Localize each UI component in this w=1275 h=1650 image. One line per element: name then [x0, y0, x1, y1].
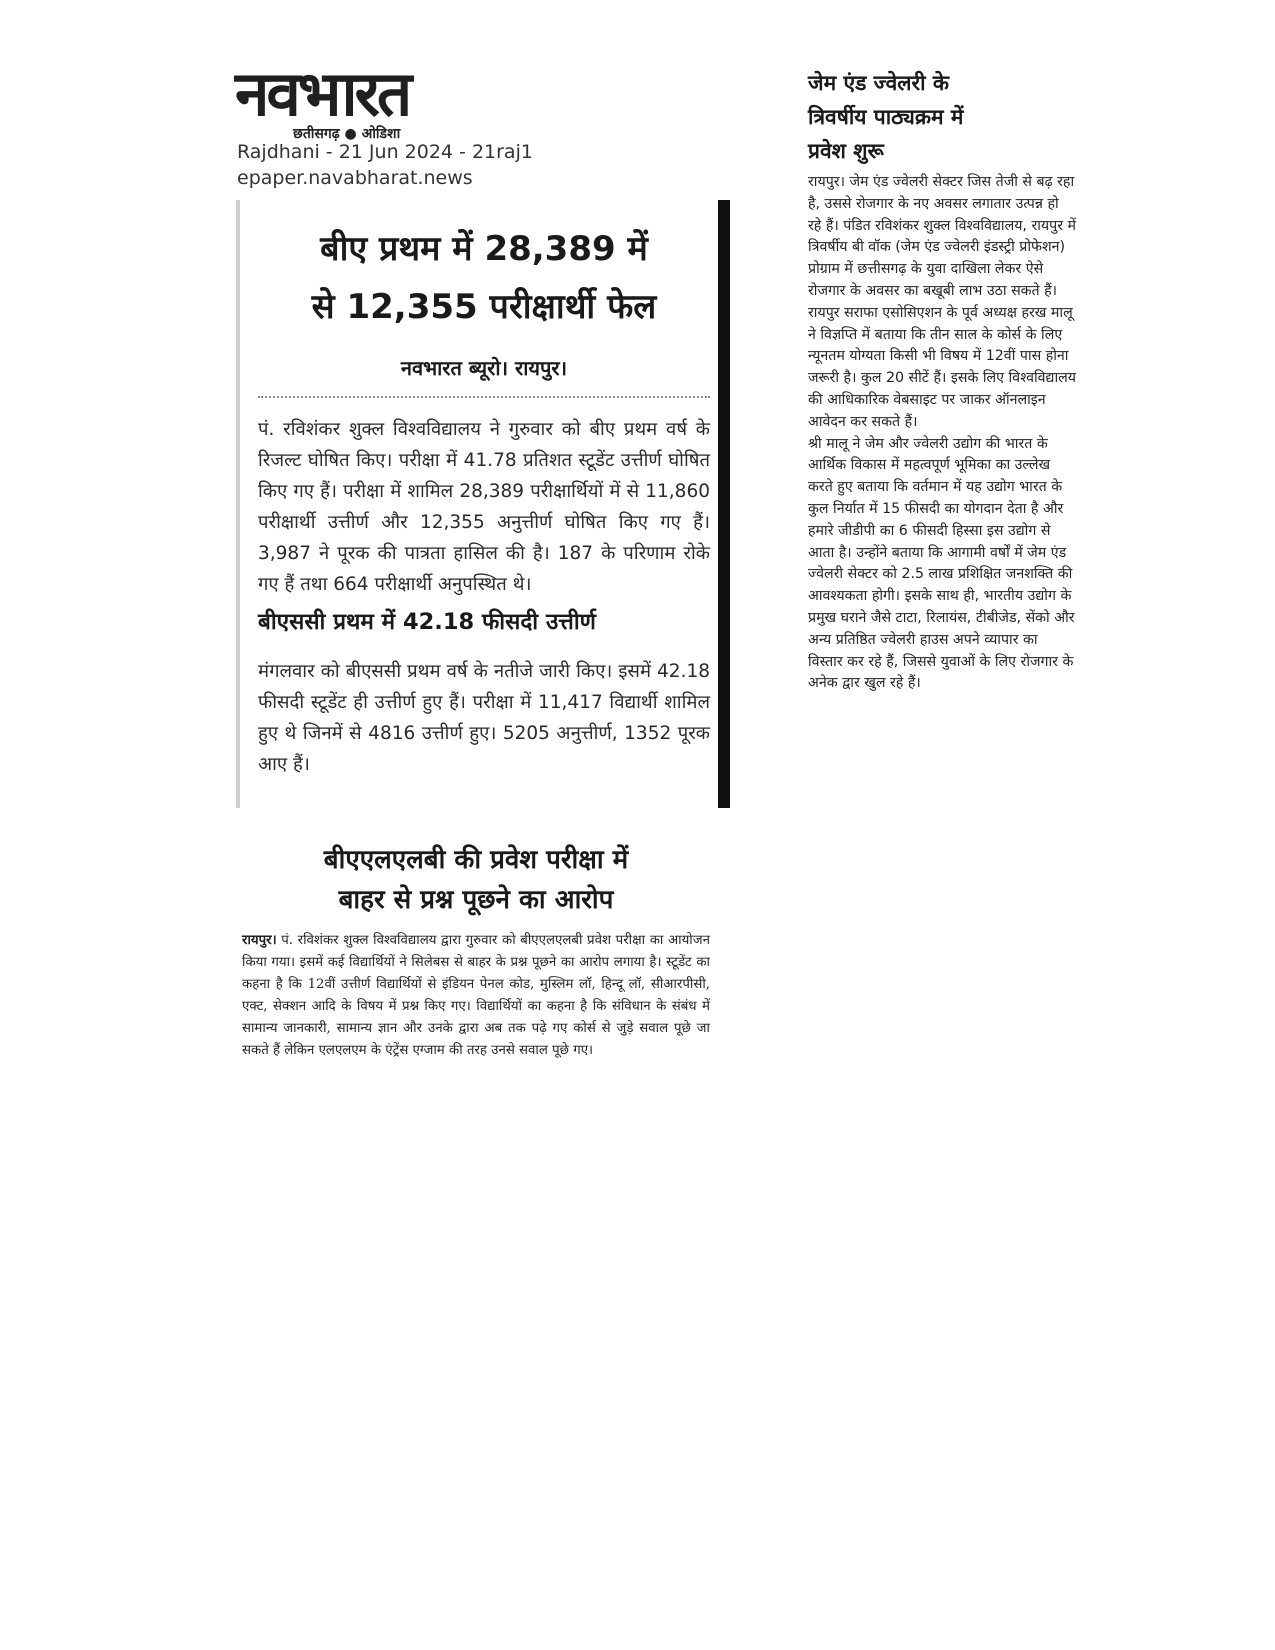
article-body — [808, 172, 1076, 695]
headline-line: प्रवेश शुरू — [808, 139, 884, 163]
headline-line: त्रिवर्षीय पाठ्यक्रम में — [808, 105, 964, 129]
newspaper-logo: नवभारत — [235, 57, 410, 130]
article-dateline: रायपुर। — [242, 933, 277, 948]
article-headline — [258, 220, 710, 336]
article-gem-jewellery — [808, 66, 1076, 695]
article-headline — [242, 840, 710, 920]
headline-line: जेम एंड ज्वेलरी के — [808, 71, 950, 95]
edition-line: Rajdhani - 21 Jun 2024 - 21raj1 — [237, 141, 533, 163]
article-border-left — [236, 200, 240, 808]
article-body-text: पं. रविशंकर शुक्ल विश्वविद्यालय द्वारा गुरुवार को बीएएलएलबी प्रवेश परीक्षा का आयोजन किया गया। इसमें कई विद्यार्थियों ने सिलेबस से बाहर के प्रश्न पूछने का आरोप लगाया है। स्टूडेंट का कहना है कि 12वीं उत्तीर्ण विद्यार्थियों से इंडियन पेनल कोड, मुस्लिम लॉ, हिन्दू लॉ, सीआरपीसी, एक्ट, सेक्शन आदि के विषय में प्रश्न किए गए। विद्यार्थियों का कहना है कि संविधान के संबंध में सामान्य जानकारी, सामान्य ज्ञान और उनके द्वारा अब तक पढ़े गए कोर्स से जुड़े सवाल पूछे जा सकते हैं लेकिन एलएलएम के एंट्रेंस एग्जाम की तरह उनसे सवाल पूछे गए। — [242, 933, 710, 1058]
article-headline — [808, 66, 1076, 168]
article-paragraph — [242, 930, 710, 1062]
article-subheading: बीएससी प्रथम में 42.18 फीसदी उत्तीर्ण — [258, 609, 596, 635]
edition-info — [237, 139, 533, 191]
website-link[interactable]: epaper.navabharat.news — [237, 167, 473, 189]
article-ba-results — [236, 200, 730, 808]
article-paragraph: मंगलवार को बीएससी प्रथम वर्ष के नतीजे जारी किए। इसमें 42.18 फीसदी स्टूडेंट ही उत्तीर्ण हुए हैं। परीक्षा में 11,417 विद्यार्थी शामिल हुए थे जिनमें से 4816 उत्तीर्ण हुए। 5205 अनुत्तीर्ण, 1352 पूरक आए हैं। — [258, 661, 710, 775]
article-ballb-exam — [242, 840, 710, 1062]
article-border-right — [718, 200, 730, 808]
headline-line: बीएएलएलबी की प्रवेश परीक्षा में — [323, 845, 629, 875]
article-paragraph: श्री मालू ने जेम और ज्वेलरी उद्योग की भारत के आर्थिक विकास में महत्वपूर्ण भूमिका का उल्लेख करते हुए बताया कि वर्तमान में यह उद्योग भारत के कुल निर्यात में 15 फीसदी का योगदान देता है और हमारे जीडीपी का 6 फीसदी हिस्सा इस उद्योग से आता है। उन्होंने बताया कि आगामी वर्षों में जेम एंड ज्वेलरी सेक्टर को 2.5 लाख प्रशिक्षित जनशक्ति की आवश्यकता होगी। इसके साथ ही, भारतीय उद्योग के प्रमुख घराने जैसे टाटा, रिलायंस, टीबीजेड, सेंको और अन्य प्रतिष्ठित ज्वेलरी हाउस अपने व्यापार का विस्तार कर रहे हैं, जिससे युवाओं के लिए रोजगार के अनेक द्वार खुल रहे हैं। — [808, 435, 1075, 692]
headline-line: बीए प्रथम में 28,389 में — [320, 229, 648, 269]
article-paragraph: पं. रविशंकर शुक्ल विश्वविद्यालय ने गुरुवार को बीए प्रथम वर्ष के रिजल्ट घोषित किए। परीक्षा में 41.78 प्रतिशत स्टूडेंट उत्तीर्ण घोषित किए गए हैं। परीक्षा में शामिल 28,389 परीक्षार्थियों में से 11,860 परीक्षार्थी उत्तीर्ण और 12,355 अनुत्तीर्ण घोषित किए गए हैं। 3,987 ने पूरक की पात्रता हासिल की है। 187 के परिणाम रोके गए हैं तथा 664 परीक्षार्थी अनुपस्थित थे। — [258, 419, 710, 595]
masthead — [235, 57, 485, 142]
article-byline: नवभारत ब्यूरो। रायपुर। — [400, 356, 568, 380]
headline-line: बाहर से प्रश्न पूछने का आरोप — [338, 885, 614, 915]
headline-line: से 12,355 परीक्षार्थी फेल — [311, 287, 657, 327]
divider — [258, 396, 710, 398]
logo-regions: छतीसगढ़ ● ओडिशा — [293, 126, 401, 142]
article-paragraph: रायपुर। जेम एंड ज्वेलरी सेक्टर जिस तेजी से बढ़ रहा है, उससे रोजगार के नए अवसर लगातार उत्पन्न हो रहे हैं। पंडित रविशंकर शुक्ल विश्वविद्यालय, रायपुर में त्रिवर्षीय बी वॉक (जेम एंड ज्वेलरी इंडस्ट्री प्रोफेशन) प्रोग्राम में छत्तीसगढ़ के युवा दाखिला लेकर ऐसे रोजगार के अवसर का बखूबी लाभ उठा सकते हैं। रायपुर सराफा एसोसिएशन के पूर्व अध्यक्ष हरख मालू ने विज्ञप्ति में बताया कि तीन साल के कोर्स के लिए न्यूनतम योग्यता किसी भी विषय में 12वीं पास होना जरूरी है। कुल 20 सीटें हैं। इसके लिए विश्वविद्यालय की आधिकारिक वेबसाइट पर जाकर ऑनलाइन आवेदन कर सकते हैं। — [808, 174, 1077, 430]
